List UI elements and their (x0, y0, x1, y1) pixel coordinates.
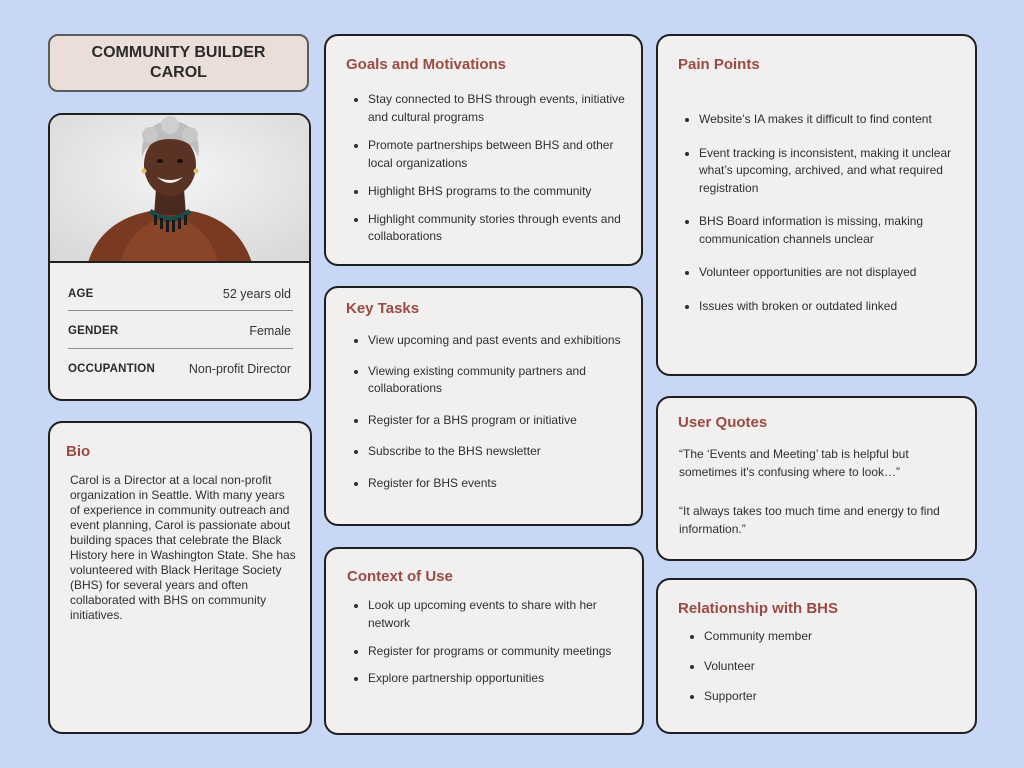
list-item: View upcoming and past events and exhibitions (347, 332, 627, 350)
portrait-photo (50, 115, 309, 263)
gender-label: GENDER (68, 325, 119, 337)
list-item: Stay connected to BHS through events, initiative and cultural programs (347, 91, 627, 126)
relationship-list (683, 628, 963, 706)
persona-role: COMMUNITY BUILDER (91, 44, 266, 61)
list-item: BHS Board information is missing, making communication channels unclear (678, 213, 968, 248)
list-item: Volunteer opportunities are not displayed (678, 264, 968, 282)
occupation-value: Non-profit Director (188, 362, 291, 376)
list-item: Highlight BHS programs to the community (347, 183, 627, 201)
persona-name: CAROL (150, 64, 207, 81)
list-item: Supporter (683, 688, 963, 706)
list-item: Viewing existing community partners and collaborations (347, 363, 627, 398)
list-item: Subscribe to the BHS newsletter (347, 443, 627, 461)
list-item: Issues with broken or outdated linked (678, 298, 968, 316)
list-item: Event tracking is inconsistent, making it unclear what’s upcoming, archived, and what required registration (678, 145, 968, 198)
list-item: Promote partnerships between BHS and other local organizations (347, 137, 627, 172)
context-of-use-card (324, 547, 644, 735)
age-label: AGE (68, 288, 94, 300)
occupation-label: OCCUPANTION (68, 363, 155, 375)
goals-heading: Goals and Motivations (346, 56, 507, 73)
list-item: Look up upcoming events to share with her network (347, 597, 627, 632)
list-item: Community member (683, 628, 963, 646)
user-quote: “The ‘Events and Meeting’ tab is helpful but sometimes it's confusing where to look…” (679, 447, 909, 479)
list-item: Register for a BHS program or initiative (347, 412, 627, 430)
occupation-row (68, 350, 291, 388)
bio-card (48, 421, 312, 734)
key-tasks-list (347, 332, 627, 492)
bio-heading: Bio (66, 443, 91, 460)
divider (68, 310, 293, 311)
bio-text: Carol is a Director at a local non-profit organization in Seattle. With many years of experience in community outreach and event planning, Carol is passionate about building spaces that celebrate the Black History here in Washington State. She has volunteered with Black Heritage Society (BHS) for several years and often collaborated with BHS on community initiatives. (70, 473, 296, 622)
persona-title-card (48, 34, 309, 92)
relationship-card (656, 578, 977, 734)
user-quotes-card (656, 396, 977, 561)
goals-card (324, 34, 643, 266)
relationship-heading: Relationship with BHS (678, 600, 839, 617)
goals-list (347, 91, 627, 246)
list-item: Highlight community stories through events and collaborations (347, 211, 627, 246)
pain-points-card (656, 34, 977, 376)
portrait-illustration (50, 115, 309, 263)
list-item: Register for programs or community meetings (347, 643, 627, 661)
key-tasks-heading: Key Tasks (346, 300, 420, 317)
context-heading: Context of Use (347, 568, 453, 585)
key-tasks-card (324, 286, 643, 526)
list-item: Explore partnership opportunities (347, 670, 627, 688)
profile-card (48, 113, 311, 401)
user-quote: “It always takes too much time and energy to find information.” (679, 504, 940, 536)
context-list (347, 597, 627, 687)
divider (68, 348, 293, 349)
gender-row (68, 312, 291, 350)
list-item: Website’s IA makes it difficult to find content (678, 111, 968, 129)
pain-points-list (678, 111, 968, 315)
pain-points-heading: Pain Points (678, 56, 760, 73)
list-item: Volunteer (683, 658, 963, 676)
list-item: Register for BHS events (347, 475, 627, 493)
gender-value: Female (249, 324, 291, 338)
user-quotes-heading: User Quotes (678, 414, 768, 431)
age-row (68, 275, 291, 313)
age-value: 52 years old (222, 287, 291, 301)
